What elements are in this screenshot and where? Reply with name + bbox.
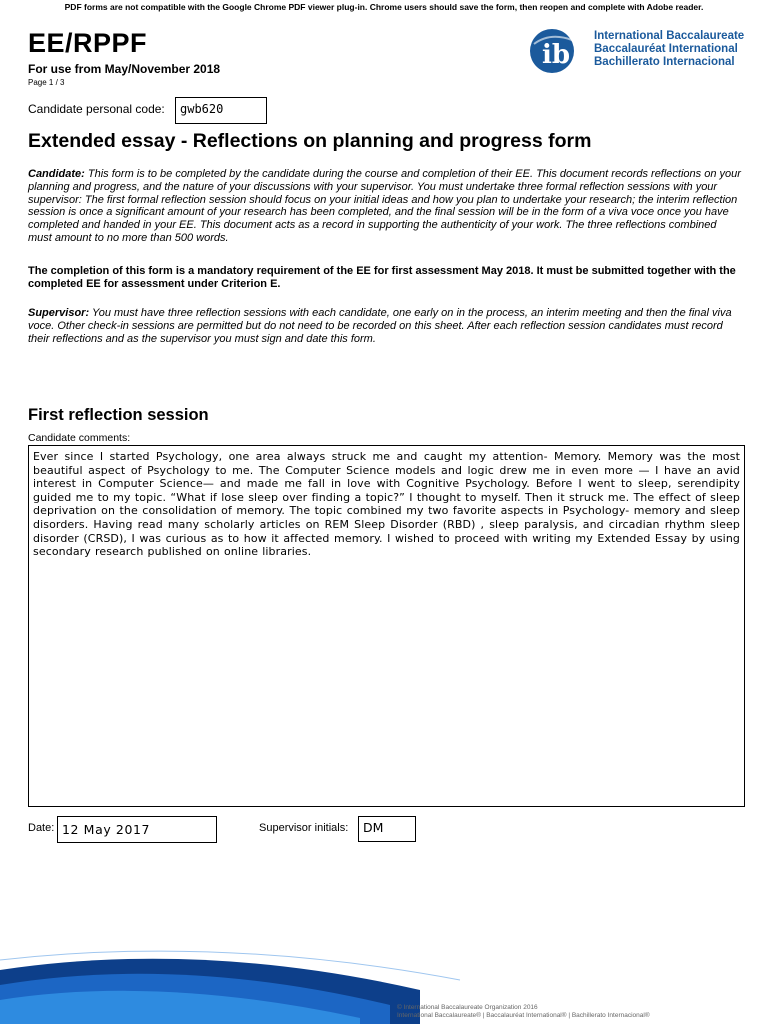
date-label: Date: <box>28 822 55 834</box>
candidate-instructions <box>28 168 742 245</box>
candidate-comments-field[interactable]: Ever since I started Psychology, one area always struck me and caught my attention- Memory. Memory was the most beautiful aspect of Psychology to me. The Computer Science models and logic drew me in even more — I have an avid interest in Computer Science— and made me fall in love with Cognitive Psychology. Before I went to sleep, serendipity guided me to my topic. “What if lose sleep over finding a topic?” I thought to myself. Then it struck me. The effect of sleep deprivation on the consolidation of memory. The topic combined my two favorite aspects in Psychology- memory and sleep disorders. Having read many scholarly articles on REM Sleep Disorder (RBD) , sleep paralysis, and circadian rhythm sleep disorder (CRSD), I was curious as to how it affected memory. I wished to proceed with writing my Extended Essay by using secondary research published on online libraries. <box>28 445 745 807</box>
candidate-lead: Candidate: <box>28 168 85 180</box>
pdf-viewer-notice: PDF forms are not compatible with the Google Chrome PDF viewer plug-in. Chrome users should save the form, then reopen and complete with Adobe reader. <box>64 2 704 12</box>
supervisor-initials-field[interactable]: DM <box>358 816 416 842</box>
supervisor-text: You must have three reflection sessions with each candidate, one early on in the process, an interim meeting and then the final viva voce. Other check-in sessions are permitted but do not need to be recorded on this sheet. After each reflection session candidates must record their reflections and as the supervisor you must sign and date this form. <box>28 307 732 345</box>
candidate-code-field[interactable]: gwb620 <box>175 97 267 124</box>
candidate-code-label: Candidate personal code: <box>28 102 165 116</box>
ib-logo-icon <box>528 26 584 76</box>
logo-line-en: International Baccalaureate <box>594 30 745 42</box>
copyright-line-2: International Baccalaureate® | Baccalauréat International® | Bachillerato Internacional® <box>397 1012 650 1019</box>
ib-logo-text <box>594 30 744 69</box>
logo-line-fr: Baccalauréat International <box>594 43 738 55</box>
first-session-title: First reflection session <box>28 406 209 424</box>
page-title: Extended essay - Reflections on planning and progress form <box>28 130 592 152</box>
page-number: Page 1 / 3 <box>28 78 65 87</box>
copyright-line-1: © International Baccalaureate Organization 2016 <box>397 1004 538 1011</box>
ib-logo-glyph: ib <box>542 40 571 70</box>
mandatory-requirement: The completion of this form is a mandatory requirement of the EE for first assessment May 2018. It must be submitted together with the completed EE for assessment under Criterion E. <box>28 265 736 290</box>
logo-line-es: Bachillerato Internacional <box>594 56 735 68</box>
comments-label: Candidate comments: <box>28 432 131 444</box>
candidate-text: This form is to be completed by the candidate during the course and completion of their EE. This document records reflections on your planning and progress, and the nature of your discussions with your supervisor. You must undertake three formal reflection sessions with your supervisor: The first formal reflection session should focus on your initial ideas and how you plan to undertake your research; the interim reflection session is once a significant amount of your research has been completed, and the final session will be in the form of a viva voce once you have completed and handed in your EE. This document acts as a record in supporting the authenticity of your work. The three reflections combined must amount to no more than 500 words. <box>28 168 741 244</box>
supervisor-initials-label: Supervisor initials: <box>259 822 349 834</box>
footer-wave-graphic <box>0 930 768 1024</box>
supervisor-instructions <box>28 307 742 345</box>
use-from-date: For use from May/November 2018 <box>28 62 221 76</box>
supervisor-lead: Supervisor: <box>28 307 90 319</box>
ib-logo <box>528 26 748 78</box>
date-field[interactable]: 12 May 2017 <box>57 816 217 843</box>
copyright-notice <box>397 1004 650 1020</box>
form-code: EE/RPPF <box>28 28 148 58</box>
